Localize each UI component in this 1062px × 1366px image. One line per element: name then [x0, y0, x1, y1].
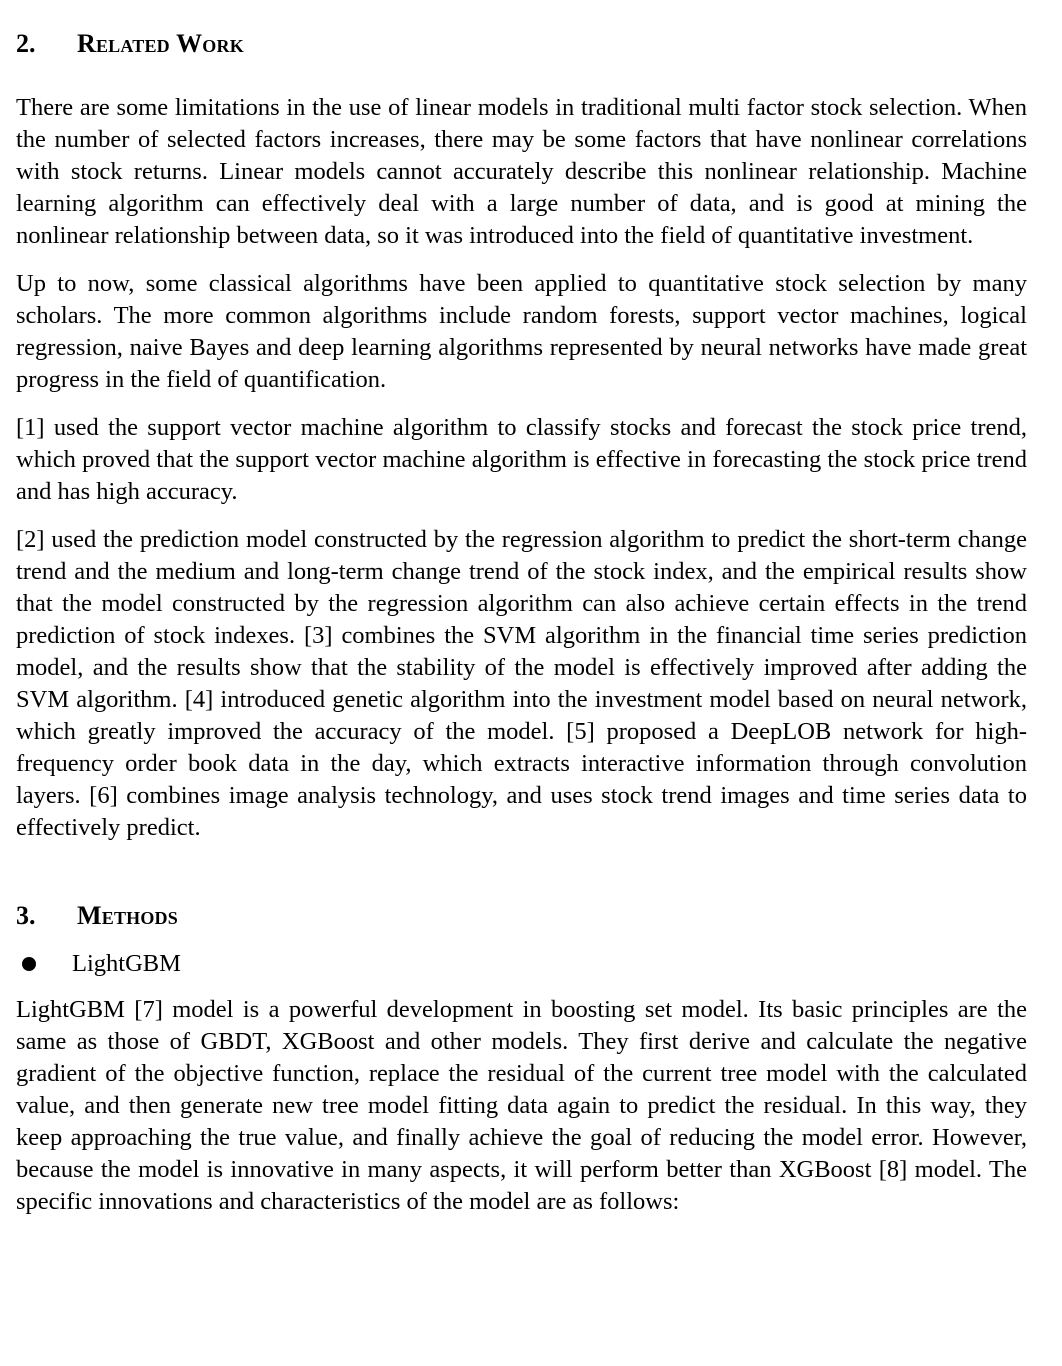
paragraph-prior-work: [2] used the prediction model constructed by the regression algorithm to predict the short-term change trend and the medium and long-term change trend of the stock index, and the empirical results show that the model constructed by the regression algorithm can also achieve certain effects in the trend prediction of stock indexes. [3] combines the SVM algorithm in the financial time series prediction model, and the results show that the stability of the model is effectively improved after adding the SVM algorithm. [4] introduced genetic algorithm into the investment model based on neural network, which greatly improved the accuracy of the model. [5] proposed a DeepLOB network for high-frequency order book data in the day, which extracts interactive information through convolution layers. [6] combines image analysis technology, and uses stock trend images and time series data to effectively predict.	[16, 526, 1027, 841]
section-heading-related-work	[16, 26, 1027, 62]
paragraph-classical-algorithms: Up to now, some classical algorithms have been applied to quantitative stock selection by many scholars. The more common algorithms include random forests, support vector machines, logical regression, naive Bayes and deep learning algorithms represented by neural networks have made great progress in the field of quantification.	[16, 270, 1027, 393]
section-title: Methods	[77, 901, 178, 930]
bullet-dot-icon	[22, 957, 36, 971]
section-number: 2.	[16, 29, 36, 58]
paragraph-linear-limitations: There are some limitations in the use of linear models in traditional multi factor stock selection. When the number of selected factors increases, there may be some factors that have nonlinear correlations with stock returns. Linear models cannot accurately describe this nonlinear relationship. Machine learning algorithm can effectively deal with a large number of data, and is good at mining the nonlinear relationship between data, so it was introduced into the field of quantitative investment.	[16, 94, 1027, 249]
section-heading-methods	[16, 898, 1027, 934]
section-title: Related Work	[77, 29, 244, 58]
bullet-label: LightGBM	[72, 950, 181, 977]
bullet-item-lightgbm	[16, 948, 1027, 980]
paragraph-lightgbm-description: LightGBM [7] model is a powerful development in boosting set model. Its basic principles are the same as those of GBDT, XGBoost and other models. They first derive and calculate the negative gradient of the objective function, replace the residual of the current tree model with the calculated value, and then generate new tree model fitting data again to predict the residual. In this way, they keep approaching the true value, and finally achieve the goal of reducing the model error. However, because the model is innovative in many aspects, it will perform better than XGBoost [8] model. The specific innovations and characteristics of the model are as follows:	[16, 996, 1027, 1215]
paragraph-svm-citation: [1] used the support vector machine algorithm to classify stocks and forecast the stock price trend, which proved that the support vector machine algorithm is effective in forecasting the stock price trend and has high accuracy.	[16, 414, 1027, 505]
section-number: 3.	[16, 901, 36, 930]
